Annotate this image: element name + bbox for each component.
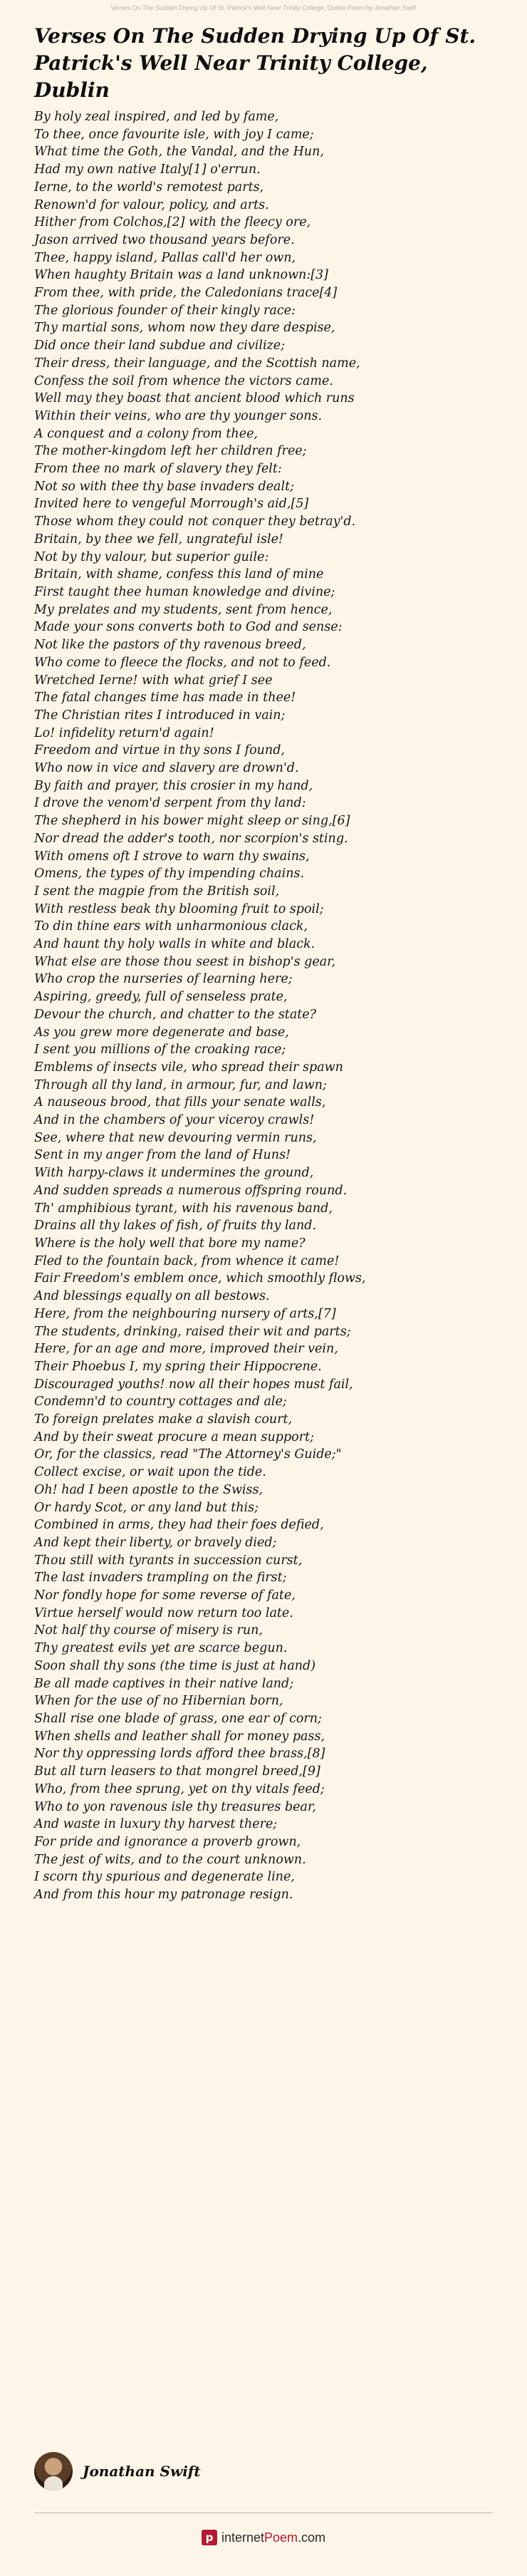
poem-line: Britain, by thee we fell, ungrateful isle!: [34, 532, 283, 547]
poem-line: Well may they boast that ancient blood which runs: [34, 391, 355, 406]
poem-line: From thee no mark of slavery they felt:: [34, 462, 282, 477]
poem-line: As you grew more degenerate and base,: [34, 1025, 289, 1040]
poem-line: Renown'd for valour, policy, and arts.: [34, 197, 269, 212]
poem-line: First taught thee human knowledge and divine;: [34, 584, 335, 599]
poem-line: What else are those thou seest in bishop's gear,: [34, 954, 336, 969]
poem-line: Shall rise one blade of grass, one ear of corn;: [34, 1711, 322, 1726]
poem-line: Emblems of insects vile, who spread their spawn: [34, 1060, 343, 1075]
author-avatar-icon[interactable]: [34, 2452, 73, 2490]
poem-body: [34, 108, 504, 1904]
poem-line: What time the Goth, the Vandal, and the Hun,: [34, 145, 324, 160]
poem-line: Sent in my anger from the land of Huns!: [34, 1148, 291, 1163]
poem-line: Their Phoebus I, my spring their Hippocrene.: [34, 1359, 322, 1374]
poem-line: Who now in vice and slavery are drown'd.: [34, 761, 299, 776]
author-block[interactable]: [34, 2451, 201, 2491]
poem-line: Those whom they could not conquer they betray'd.: [34, 514, 356, 529]
poem-line: Thy martial sons, whom now they dare despise,: [34, 321, 335, 336]
poem-line: A nauseous brood, that fills your senate walls,: [34, 1095, 326, 1110]
poem-line: Who, from thee sprung, yet on thy vitals feed;: [34, 1781, 325, 1796]
poem-line: Thou still with tyrants in succession curst,: [34, 1553, 303, 1568]
author-name[interactable]: Jonathan Swift: [83, 2463, 201, 2480]
poem-line: Not half thy course of misery is run,: [34, 1623, 263, 1638]
poem-line: When shells and leather shall for money pass,: [34, 1729, 325, 1744]
brand-logo-icon: p: [202, 2530, 217, 2545]
poem-line: By faith and prayer, this crosier in my hand,: [34, 778, 313, 793]
poem-line: Made your sons converts both to God and sense:: [34, 620, 343, 635]
poem-line: Nor dread the adder's tooth, nor scorpion's sting.: [34, 831, 348, 846]
poem-line: Thee, happy island, Pallas call'd her own,: [34, 250, 296, 265]
poem-line: Through all thy land, in armour, fur, and lawn;: [34, 1077, 327, 1092]
brand-name-accent: Poem: [264, 2530, 298, 2545]
poem-line: My prelates and my students, sent from hence,: [34, 602, 333, 617]
poem-line: I sent the magpie from the British soil,: [34, 884, 280, 899]
poem-line: Did once their land subdue and civilize;: [34, 338, 286, 353]
poem-line: Here, for an age and more, improved their vein,: [34, 1342, 338, 1357]
poem-line: Invited here to vengeful Morrough's aid,[5]: [34, 497, 309, 512]
poem-line: Not by thy valour, but superior guile:: [34, 549, 269, 564]
poem-line: To foreign prelates make a slavish court,: [34, 1412, 293, 1427]
poem-line: Thy greatest evils yet are scarce begun.: [34, 1641, 288, 1656]
poem-line: And sudden spreads a numerous offspring round.: [34, 1183, 348, 1198]
poem-line: By holy zeal inspired, and led by fame,: [34, 110, 279, 124]
page-caption: Verses On The Sudden Drying Up Of St. Patrick's Well Near Trinity College, Dublin Poem by Jonathan Swift: [110, 4, 417, 11]
poem-line: From thee, with pride, the Caledonians trace[4]: [34, 286, 338, 301]
poem-line: Or hardy Scot, or any land but this;: [34, 1500, 259, 1515]
poem-line: Wretched Ierne! with what grief I see: [34, 673, 273, 688]
poem-line: See, where that new devouring vermin runs,: [34, 1130, 317, 1145]
poem-line: With harpy-claws it undermines the ground,: [34, 1166, 314, 1181]
poem-line: And waste in luxury thy harvest there;: [34, 1817, 278, 1832]
poem-line: But all turn leasers to that mongrel breed,[9]: [34, 1764, 320, 1779]
poem-line: The mother-kingdom left her children free;: [34, 444, 307, 459]
poem-line: Freedom and virtue in thy sons I found,: [34, 743, 285, 758]
poem-line: Devour the church, and chatter to the state?: [34, 1007, 317, 1022]
poem-line: With restless beak thy blooming fruit to spoil;: [34, 901, 324, 916]
poem-line: The fatal changes time has made in thee!: [34, 690, 296, 705]
poem-line: Where is the holy well that bore my name?: [34, 1236, 306, 1251]
poem-line: Omens, the types of thy impending chains.: [34, 867, 305, 881]
poem-line: Britain, with shame, confess this land of mine: [34, 567, 324, 582]
poem-line: The shepherd in his bower might sleep or sing,[6]: [34, 814, 350, 829]
poem-line: Confess the soil from whence the victors came.: [34, 373, 333, 388]
poem-line: The Christian rites I introduced in vain;: [34, 708, 286, 723]
poem-line: I scorn thy spurious and degenerate line,: [34, 1870, 295, 1885]
poem-line: Virtue herself would now return too late.: [34, 1605, 293, 1620]
poem-line: Had my own native Italy[1] o'errun.: [34, 162, 261, 177]
poem-line: The jest of wits, and to the court unknown.: [34, 1852, 306, 1867]
poem-line: To thee, once favourite isle, with joy I came;: [34, 127, 314, 142]
poem-line: Nor fondly hope for some reverse of fate,: [34, 1588, 296, 1603]
poem-line: The glorious founder of their kingly race:: [34, 303, 296, 318]
poem-line: Jason arrived two thousand years before.: [34, 232, 295, 247]
poem-line: Drains all thy lakes of fish, of fruits thy land.: [34, 1219, 317, 1233]
poem-line: Hither from Colchos,[2] with the fleecy ore,: [34, 215, 311, 230]
poem-line: Collect excise, or wait upon the tide.: [34, 1465, 266, 1480]
poem-line: Combined in arms, they had their foes defied,: [34, 1518, 324, 1533]
poem-line: Fair Freedom's emblem once, which smoothly flows,: [34, 1271, 366, 1286]
poem-line: Who crop the nurseries of learning here;: [34, 972, 293, 987]
poem-line: For pride and ignorance a proverb grown,: [34, 1834, 301, 1849]
site-brand[interactable]: [0, 2530, 527, 2545]
brand-name-prefix: internet: [221, 2530, 264, 2545]
poem-line: Lo! infidelity return'd again!: [34, 725, 214, 740]
poem-line: Aspiring, greedy, full of senseless prate,: [34, 990, 288, 1005]
poem-line: The students, drinking, raised their wit and parts;: [34, 1324, 351, 1339]
poem-line: And by their sweat procure a mean support;: [34, 1429, 315, 1444]
poem-line: And haunt thy holy walls in white and black.: [34, 937, 315, 952]
poem-line: Or, for the classics, read "The Attorney's Guide;": [34, 1447, 342, 1462]
poem-line: I drove the venom'd serpent from thy land:: [34, 796, 306, 811]
poem-line: Who to yon ravenous isle thy treasures bear,: [34, 1799, 316, 1814]
poem-line: Not like the pastors of thy ravenous breed,: [34, 638, 306, 653]
poem-line: Be all made captives in their native land;: [34, 1676, 294, 1691]
poem-line: Nor thy oppressing lords afford thee brass,[8]: [34, 1747, 325, 1762]
poem-line: When for the use of no Hibernian born,: [34, 1694, 283, 1709]
poem-line: Here, from the neighbouring nursery of arts,[7]: [34, 1306, 336, 1321]
poem-line: And from this hour my patronage resign.: [34, 1888, 293, 1903]
poem-line: Soon shall thy sons (the time is just at hand): [34, 1658, 316, 1673]
poem-line: And in the chambers of your viceroy crawls!: [34, 1113, 315, 1128]
poem-line: Condemn'd to country cottages and ale;: [34, 1395, 287, 1409]
poem-title: Verses On The Sudden Drying Up Of St. Patrick's Well Near Trinity College, Dublin: [34, 24, 476, 102]
poem-line: I sent you millions of the croaking race;: [34, 1043, 286, 1057]
poem-line: The last invaders trampling on the first;: [34, 1571, 287, 1586]
poem-line: And blessings equally on all bestows.: [34, 1289, 270, 1304]
poem-line: Fled to the fountain back, from whence it came!: [34, 1253, 340, 1268]
poem-line: A conquest and a colony from thee,: [34, 426, 258, 441]
brand-name-suffix: .com: [298, 2530, 326, 2545]
poem-line: Who come to fleece the flocks, and not to feed.: [34, 655, 331, 670]
poem-line: Within their veins, who are thy younger sons.: [34, 408, 323, 423]
poem-line: With omens oft I strove to warn thy swains,: [34, 849, 310, 864]
poem-line: And kept their liberty, or bravely died;: [34, 1535, 277, 1550]
poem-line: Discouraged youths! now all their hopes must fail,: [34, 1377, 353, 1392]
brand-name: [221, 2530, 325, 2545]
poem-line: Ierne, to the world's remotest parts,: [34, 180, 264, 195]
poem-line: Th' amphibious tyrant, with his ravenous band,: [34, 1201, 333, 1216]
poem-line: Not so with thee thy base invaders dealt;: [34, 479, 295, 494]
poem-line: Their dress, their language, and the Scottish name,: [34, 356, 360, 371]
poem-line: Oh! had I been apostle to the Swiss,: [34, 1482, 264, 1497]
poem-line: To din thine ears with unharmonious clack,: [34, 919, 308, 934]
poem-line: When haughty Britain was a land unknown:[3]: [34, 268, 329, 283]
